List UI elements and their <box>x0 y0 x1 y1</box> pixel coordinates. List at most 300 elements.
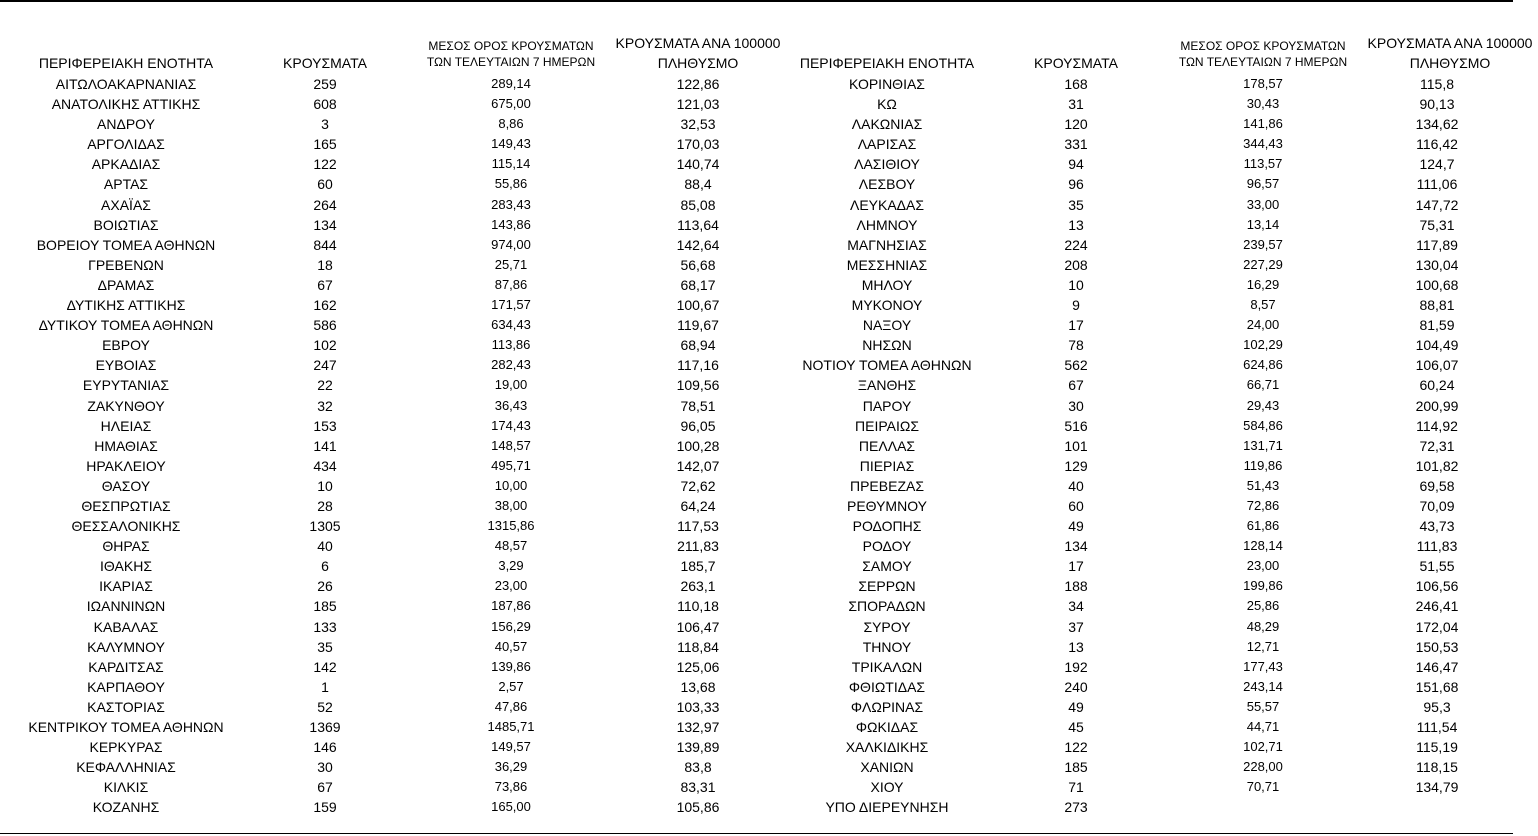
left-cases-cell: 162 <box>313 297 337 314</box>
left-cases-cell: 26 <box>317 578 333 595</box>
right-per100k-cell: 146,47 <box>1415 658 1459 675</box>
right-cases-cell: 240 <box>1064 678 1088 695</box>
left-cases-cell: 30 <box>317 759 333 776</box>
right-cases-cell: 120 <box>1064 116 1088 133</box>
left-per100k-cell: 106,47 <box>676 618 720 635</box>
left-per100k-cell: 105,86 <box>676 799 720 816</box>
left-region-cell: ΚΕΦΑΛΛΗΝΙΑΣ <box>76 759 176 776</box>
right-avg7-cell: 584,86 <box>1243 417 1283 433</box>
left-avg7-cell: 38,00 <box>494 497 528 513</box>
left-per100k-cell: 103,33 <box>676 698 720 715</box>
left-per100k-cell: 100,28 <box>676 437 720 454</box>
header-region-2: ΠΕΡΙΦΕΡΕΙΑΚΗ ΕΝΟΤΗΤΑ <box>799 55 975 71</box>
left-per100k-cell: 132,97 <box>676 719 720 735</box>
left-region-cell: ΚΑΣΤΟΡΙΑΣ <box>87 698 165 715</box>
header-cases-2: ΚΡΟΥΣΜΑΤΑ <box>1034 55 1118 71</box>
left-region-cell: ΘΕΣΠΡΩΤΙΑΣ <box>81 497 171 514</box>
right-cases-cell: 13 <box>1068 216 1084 233</box>
right-per100k-cell: 130,04 <box>1415 256 1459 273</box>
top-rule <box>0 0 1513 2</box>
right-cases-cell: 49 <box>1068 518 1084 535</box>
left-avg7-cell: 149,57 <box>491 739 531 755</box>
left-per100k-cell: 64,24 <box>680 497 716 514</box>
table-body <box>0 74 1513 817</box>
right-cases-cell: 562 <box>1064 357 1088 374</box>
right-cases-cell: 40 <box>1068 477 1084 494</box>
header-per100k-line1-2: ΚΡΟΥΣΜΑΤΑ ΑΝΑ 100000 <box>1367 35 1533 51</box>
table-row <box>0 677 1513 697</box>
cases-table <box>0 34 1533 824</box>
left-avg7-cell: 115,14 <box>491 156 531 172</box>
left-cases-cell: 608 <box>313 96 337 113</box>
left-region-cell: ΚΑΒΑΛΑΣ <box>93 618 159 635</box>
right-region-cell: ΣΠΟΡΑΔΩΝ <box>848 598 926 615</box>
right-cases-cell: 13 <box>1068 638 1084 655</box>
right-cases-cell: 17 <box>1068 317 1084 334</box>
left-cases-cell: 185 <box>313 598 337 615</box>
table-row <box>0 436 1513 456</box>
table-row <box>0 195 1513 215</box>
left-avg7-cell: 675,00 <box>491 96 531 112</box>
right-cases-cell: 34 <box>1068 598 1084 615</box>
left-region-cell: ΕΥΡΥΤΑΝΙΑΣ <box>82 377 170 394</box>
right-region-cell: ΧΙΟΥ <box>870 779 904 796</box>
left-avg7-cell: 36,43 <box>494 397 528 413</box>
right-avg7-cell: 66,71 <box>1246 377 1280 393</box>
table-row <box>0 134 1513 154</box>
right-region-cell: ΦΩΚΙΔΑΣ <box>855 719 919 735</box>
right-cases-cell: 60 <box>1068 497 1084 514</box>
left-per100k-cell: 83,8 <box>684 759 712 776</box>
right-avg7-cell: 16,29 <box>1246 276 1280 292</box>
right-region-cell: ΛΑΡΙΣΑΣ <box>857 136 917 153</box>
right-region-cell: ΡΟΔΟΠΗΣ <box>852 518 922 535</box>
left-avg7-cell: 23,00 <box>494 578 528 594</box>
left-avg7-cell: 10,00 <box>494 477 528 493</box>
right-per100k-cell: 104,49 <box>1415 337 1459 354</box>
table-row <box>0 617 1513 637</box>
right-region-cell: ΠΕΛΛΑΣ <box>858 437 916 454</box>
right-region-cell: ΣΑΜΟΥ <box>862 558 912 575</box>
table-row <box>0 797 1513 817</box>
left-avg7-cell: 113,86 <box>491 337 531 353</box>
left-per100k-cell: 211,83 <box>677 538 719 555</box>
left-region-cell: ΗΜΑΘΙΑΣ <box>94 437 158 454</box>
header-per100k-line2-2: ΠΛΗΘΥΣΜΟ <box>1409 55 1491 71</box>
right-avg7-cell: 96,57 <box>1246 176 1280 192</box>
right-avg7-cell: 48,29 <box>1246 618 1280 634</box>
left-cases-cell: 264 <box>313 196 337 213</box>
right-avg7-cell: 29,43 <box>1246 397 1280 413</box>
right-cases-cell: 516 <box>1064 417 1088 434</box>
right-cases-cell: 49 <box>1068 698 1084 715</box>
right-per100k-cell: 118,15 <box>1416 759 1458 776</box>
right-region-cell: ΦΛΩΡΙΝΑΣ <box>850 698 924 715</box>
left-avg7-cell: 289,14 <box>491 76 531 91</box>
left-region-cell: ΔΥΤΙΚΟΥ ΤΟΜΕΑ ΑΘΗΝΩΝ <box>38 317 214 334</box>
right-avg7-cell: 624,86 <box>1243 357 1283 373</box>
table-row <box>0 757 1513 777</box>
right-avg7-cell: 131,71 <box>1243 437 1283 453</box>
left-per100k-cell: 121,03 <box>676 96 720 113</box>
left-per100k-cell: 110,18 <box>677 598 719 615</box>
left-per100k-cell: 119,67 <box>677 317 719 334</box>
right-per100k-cell: 124,7 <box>1419 156 1455 173</box>
right-avg7-cell: 243,14 <box>1243 678 1283 694</box>
left-region-cell: ΚΕΝΤΡΙΚΟΥ ΤΟΜΕΑ ΑΘΗΝΩΝ <box>28 719 224 735</box>
left-avg7-cell: 974,00 <box>491 236 531 252</box>
left-cases-cell: 10 <box>317 477 333 494</box>
right-per100k-cell: 70,09 <box>1419 497 1455 514</box>
right-cases-cell: 67 <box>1068 377 1084 394</box>
left-avg7-cell: 148,57 <box>491 437 531 453</box>
table-row <box>0 456 1513 476</box>
right-per100k-cell: 134,79 <box>1415 779 1459 796</box>
right-region-cell: ΛΕΣΒΟΥ <box>858 176 916 193</box>
left-per100k-cell: 122,86 <box>676 76 720 92</box>
left-region-cell: ΙΚΑΡΙΑΣ <box>99 578 153 595</box>
right-per100k-cell: 151,68 <box>1415 678 1459 695</box>
left-cases-cell: 67 <box>317 779 333 796</box>
right-region-cell: ΤΡΙΚΑΛΩΝ <box>851 658 923 675</box>
left-cases-cell: 28 <box>317 497 333 514</box>
right-cases-cell: 17 <box>1068 558 1084 575</box>
header-avg7-line2-2: ΤΩΝ ΤΕΛΕΥΤΑΙΩΝ 7 ΗΜΕΡΩΝ <box>1178 55 1348 69</box>
header-avg7-line1: ΜΕΣΟΣ ΟΡΟΣ ΚΡΟΥΣΜΑΤΩΝ <box>428 39 594 53</box>
left-cases-cell: 247 <box>313 357 337 374</box>
left-region-cell: ΑΡΤΑΣ <box>103 176 149 193</box>
right-cases-cell: 208 <box>1064 256 1088 273</box>
right-per100k-cell: 81,59 <box>1419 317 1455 334</box>
left-avg7-cell: 36,29 <box>494 759 528 775</box>
right-cases-cell: 188 <box>1064 578 1088 595</box>
left-per100k-cell: 139,89 <box>676 739 720 756</box>
right-per100k-cell: 95,3 <box>1423 698 1451 715</box>
left-cases-cell: 141 <box>313 437 337 454</box>
left-region-cell: ΙΘΑΚΗΣ <box>100 558 152 575</box>
left-per100k-cell: 13,68 <box>680 678 716 695</box>
right-per100k-cell: 90,13 <box>1419 96 1455 113</box>
right-cases-cell: 331 <box>1064 136 1088 153</box>
table-row <box>0 396 1513 416</box>
right-per100k-cell: 72,31 <box>1419 437 1455 454</box>
right-avg7-cell: 239,57 <box>1243 236 1283 252</box>
right-per100k-cell: 134,62 <box>1415 116 1459 133</box>
right-avg7-cell: 33,00 <box>1246 196 1280 212</box>
table-row <box>0 335 1513 355</box>
right-cases-cell: 78 <box>1068 337 1084 354</box>
left-region-cell: ΘΗΡΑΣ <box>102 538 150 555</box>
right-region-cell: ΠΙΕΡΙΑΣ <box>859 457 915 474</box>
table-row <box>0 74 1513 94</box>
table-row <box>0 556 1513 576</box>
right-per100k-cell: 106,56 <box>1415 578 1459 595</box>
table-row <box>0 255 1513 275</box>
right-cases-cell: 31 <box>1068 96 1084 113</box>
table-row <box>0 94 1513 114</box>
left-cases-cell: 122 <box>313 156 337 173</box>
right-cases-cell: 10 <box>1068 276 1084 293</box>
right-per100k-cell: 117,89 <box>1416 236 1458 253</box>
right-cases-cell: 35 <box>1068 196 1084 213</box>
right-cases-cell: 9 <box>1072 297 1080 314</box>
left-region-cell: ΘΑΣΟΥ <box>101 477 151 494</box>
left-per100k-cell: 263,1 <box>680 578 716 595</box>
table-row <box>0 355 1513 375</box>
left-cases-cell: 146 <box>313 739 337 756</box>
left-cases-cell: 159 <box>313 799 337 816</box>
left-cases-cell: 434 <box>313 457 337 474</box>
left-region-cell: ΓΡΕΒΕΝΩΝ <box>88 256 164 273</box>
right-region-cell: ΛΑΚΩΝΙΑΣ <box>851 116 923 133</box>
table-row <box>0 114 1513 134</box>
right-region-cell: ΡΟΔΟΥ <box>862 538 912 555</box>
left-per100k-cell: 32,53 <box>680 116 716 133</box>
header-avg7-line1-2: ΜΕΣΟΣ ΟΡΟΣ ΚΡΟΥΣΜΑΤΩΝ <box>1180 39 1346 53</box>
right-avg7-cell: 55,57 <box>1246 698 1280 714</box>
left-avg7-cell: 3,29 <box>498 558 524 574</box>
left-per100k-cell: 140,74 <box>676 156 720 173</box>
right-avg7-cell: 199,86 <box>1243 578 1283 594</box>
right-per100k-cell: 75,31 <box>1419 216 1455 233</box>
header-avg7-line2: ΤΩΝ ΤΕΛΕΥΤΑΙΩΝ 7 ΗΜΕΡΩΝ <box>426 55 596 69</box>
left-region-cell: ΒΟΙΩΤΙΑΣ <box>93 216 159 233</box>
table-row <box>0 737 1513 757</box>
right-avg7-cell: 128,14 <box>1243 538 1283 554</box>
right-avg7-cell: 30,43 <box>1246 96 1280 112</box>
right-avg7-cell: 24,00 <box>1246 317 1280 333</box>
left-cases-cell: 52 <box>317 698 333 715</box>
left-avg7-cell: 73,86 <box>494 779 528 795</box>
left-cases-cell: 259 <box>313 76 337 92</box>
right-avg7-cell: 12,71 <box>1246 638 1280 654</box>
left-region-cell: ΙΩΑΝΝΙΝΩΝ <box>86 598 166 615</box>
right-per100k-cell: 60,24 <box>1419 377 1455 394</box>
left-cases-cell: 60 <box>317 176 333 193</box>
left-cases-cell: 1305 <box>309 518 341 535</box>
left-avg7-cell: 174,43 <box>491 417 531 433</box>
left-per100k-cell: 117,16 <box>677 357 719 374</box>
left-avg7-cell: 171,57 <box>491 297 531 313</box>
left-cases-cell: 40 <box>317 538 333 555</box>
left-cases-cell: 1369 <box>309 719 341 735</box>
right-per100k-cell: 114,92 <box>1416 417 1458 434</box>
table-row <box>0 315 1513 335</box>
right-region-cell: ΝΗΣΩΝ <box>862 337 912 354</box>
right-avg7-cell: 141,86 <box>1243 116 1283 132</box>
right-avg7-cell: 228,00 <box>1243 759 1283 775</box>
right-per100k-cell: 69,58 <box>1419 477 1455 494</box>
table-row <box>0 275 1513 295</box>
left-avg7-cell: 19,00 <box>494 377 528 393</box>
right-avg7-cell: 177,43 <box>1243 658 1283 674</box>
table-row <box>0 657 1513 677</box>
right-region-cell: ΛΕΥΚΑΔΑΣ <box>849 196 925 213</box>
left-region-cell: ΕΥΒΟΙΑΣ <box>95 357 157 374</box>
left-per100k-cell: 170,03 <box>676 136 720 153</box>
left-region-cell: ΔΥΤΙΚΗΣ ΑΤΤΙΚΗΣ <box>66 297 186 314</box>
left-avg7-cell: 282,43 <box>491 357 531 373</box>
table-row <box>0 154 1513 174</box>
left-avg7-cell: 187,86 <box>491 598 531 614</box>
left-cases-cell: 153 <box>313 417 337 434</box>
left-cases-cell: 586 <box>313 317 337 334</box>
left-region-cell: ΑΡΚΑΔΙΑΣ <box>91 156 161 173</box>
left-avg7-cell: 1315,86 <box>487 518 535 534</box>
left-avg7-cell: 165,00 <box>491 799 531 815</box>
left-per100k-cell: 78,51 <box>680 397 716 414</box>
header-per100k-line2: ΠΛΗΘΥΣΜΟ <box>657 55 739 71</box>
left-per100k-cell: 56,68 <box>680 256 716 273</box>
left-region-cell: ΑΝΑΤΟΛΙΚΗΣ ΑΤΤΙΚΗΣ <box>51 96 201 113</box>
table-row <box>0 295 1513 315</box>
header-per100k-line1: ΚΡΟΥΣΜΑΤΑ ΑΝΑ 100000 <box>615 35 781 51</box>
right-avg7-cell: 344,43 <box>1243 136 1283 152</box>
table-row <box>0 235 1513 255</box>
left-region-cell: ΒΟΡΕΙΟΥ ΤΟΜΕΑ ΑΘΗΝΩΝ <box>36 236 216 253</box>
right-region-cell: ΞΑΝΘΗΣ <box>857 377 917 394</box>
table-row <box>0 596 1513 616</box>
right-avg7-cell: 23,00 <box>1246 558 1280 574</box>
left-cases-cell: 134 <box>313 216 337 233</box>
left-region-cell: ΚΕΡΚΥΡΑΣ <box>89 739 163 756</box>
header-region: ΠΕΡΙΦΕΡΕΙΑΚΗ ΕΝΟΤΗΤΑ <box>38 55 214 71</box>
right-region-cell: ΠΑΡΟΥ <box>862 397 912 414</box>
left-avg7-cell: 55,86 <box>494 176 528 192</box>
right-per100k-cell: 100,68 <box>1415 276 1459 293</box>
left-avg7-cell: 1485,71 <box>487 719 535 734</box>
right-region-cell: ΣΥΡΟΥ <box>863 618 911 635</box>
right-per100k-cell: 246,41 <box>1415 598 1459 615</box>
right-region-cell: ΧΑΛΚΙΔΙΚΗΣ <box>845 739 929 756</box>
right-avg7-cell: 113,57 <box>1243 156 1283 172</box>
right-avg7-cell: 102,29 <box>1243 337 1283 353</box>
left-region-cell: ΖΑΚΥΝΘΟΥ <box>87 397 165 414</box>
left-cases-cell: 6 <box>321 558 329 575</box>
right-region-cell: ΚΩ <box>877 96 897 113</box>
table-row <box>0 777 1513 797</box>
left-avg7-cell: 634,43 <box>491 317 531 333</box>
left-cases-cell: 102 <box>313 337 337 354</box>
right-per100k-cell: 150,53 <box>1415 638 1459 655</box>
left-per100k-cell: 85,08 <box>680 196 716 213</box>
right-region-cell: ΦΘΙΩΤΙΔΑΣ <box>848 678 926 695</box>
left-avg7-cell: 283,43 <box>491 196 531 212</box>
left-region-cell: ΚΑΡΠΑΘΟΥ <box>87 678 165 695</box>
left-cases-cell: 35 <box>317 638 333 655</box>
left-per100k-cell: 88,4 <box>684 176 712 193</box>
right-cases-cell: 129 <box>1064 457 1088 474</box>
right-cases-cell: 168 <box>1064 76 1088 92</box>
left-cases-cell: 1 <box>321 678 329 695</box>
right-region-cell: ΜΗΛΟΥ <box>861 276 913 293</box>
left-per100k-cell: 72,62 <box>680 477 716 494</box>
left-avg7-cell: 495,71 <box>491 457 531 473</box>
right-per100k-cell: 106,07 <box>1415 357 1459 374</box>
left-avg7-cell: 25,71 <box>494 256 528 272</box>
right-cases-cell: 101 <box>1064 437 1088 454</box>
left-avg7-cell: 2,57 <box>498 678 524 694</box>
left-region-cell: ΗΛΕΙΑΣ <box>100 417 152 434</box>
right-region-cell: ΧΑΝΙΩΝ <box>860 759 914 776</box>
left-per100k-cell: 100,67 <box>676 297 720 314</box>
right-region-cell: ΜΥΚΟΝΟΥ <box>851 297 923 314</box>
table-row <box>0 637 1513 657</box>
right-per100k-cell: 111,06 <box>1416 176 1458 193</box>
left-per100k-cell: 142,64 <box>676 236 720 253</box>
bottom-rule <box>0 833 1513 834</box>
left-cases-cell: 3 <box>321 116 329 133</box>
left-region-cell: ΑΡΓΟΛΙΔΑΣ <box>87 136 165 153</box>
left-per100k-cell: 68,94 <box>680 337 716 354</box>
left-avg7-cell: 87,86 <box>494 276 528 292</box>
right-cases-cell: 45 <box>1068 719 1084 735</box>
right-cases-cell: 192 <box>1064 658 1088 675</box>
right-per100k-cell: 111,54 <box>1416 719 1458 735</box>
right-region-cell: ΚΟΡΙΝΘΙΑΣ <box>849 76 925 92</box>
left-avg7-cell: 156,29 <box>491 618 531 634</box>
right-avg7-cell: 178,57 <box>1243 76 1283 91</box>
table-row <box>0 496 1513 516</box>
right-region-cell: ΛΑΣΙΘΙΟΥ <box>854 156 920 173</box>
table-row <box>0 516 1513 536</box>
right-cases-cell: 134 <box>1064 538 1088 555</box>
right-avg7-cell: 8,57 <box>1250 297 1276 313</box>
left-region-cell: ΗΡΑΚΛΕΙΟΥ <box>86 457 166 474</box>
right-avg7-cell: 25,86 <box>1246 598 1280 614</box>
left-cases-cell: 22 <box>317 377 333 394</box>
right-region-cell: ΠΕΙΡΑΙΩΣ <box>855 417 919 434</box>
table-row <box>0 174 1513 194</box>
right-cases-cell: 30 <box>1068 397 1084 414</box>
right-avg7-cell: 13,14 <box>1246 216 1280 232</box>
right-cases-cell: 71 <box>1068 779 1084 796</box>
right-region-cell: ΤΗΝΟΥ <box>862 638 912 655</box>
right-per100k-cell: 115,19 <box>1416 739 1458 756</box>
left-cases-cell: 32 <box>317 397 333 414</box>
left-per100k-cell: 142,07 <box>676 457 720 474</box>
left-cases-cell: 844 <box>313 236 337 253</box>
left-per100k-cell: 117,53 <box>677 518 719 535</box>
right-per100k-cell: 147,72 <box>1415 196 1459 213</box>
left-cases-cell: 165 <box>313 136 337 153</box>
right-region-cell: ΝΑΞΟΥ <box>862 317 912 334</box>
right-cases-cell: 122 <box>1064 739 1088 756</box>
table-row <box>0 697 1513 717</box>
right-avg7-cell: 72,86 <box>1246 497 1280 513</box>
right-per100k-cell: 172,04 <box>1415 618 1459 635</box>
table-row <box>0 416 1513 436</box>
right-region-cell: ΜΕΣΣΗΝΙΑΣ <box>846 256 928 273</box>
left-region-cell: ΑΧΑΪΑΣ <box>101 196 151 213</box>
header-cases: ΚΡΟΥΣΜΑΤΑ <box>283 55 367 71</box>
right-region-cell: ΡΕΘΥΜΝΟΥ <box>846 497 927 514</box>
right-region-cell: ΠΡΕΒΕΖΑΣ <box>849 477 924 494</box>
right-avg7-cell: 119,86 <box>1243 457 1283 473</box>
left-per100k-cell: 68,17 <box>680 276 716 293</box>
table-row <box>0 375 1513 395</box>
right-avg7-cell: 44,71 <box>1246 719 1280 734</box>
right-cases-cell: 94 <box>1068 156 1084 173</box>
left-region-cell: ΘΕΣΣΑΛΟΝΙΚΗΣ <box>71 518 181 535</box>
left-avg7-cell: 47,86 <box>494 698 528 714</box>
left-per100k-cell: 125,06 <box>676 658 720 675</box>
right-avg7-cell: 102,71 <box>1243 739 1283 755</box>
right-region-cell: ΣΕΡΡΩΝ <box>858 578 916 595</box>
table-row <box>0 717 1513 737</box>
left-per100k-cell: 96,05 <box>680 417 716 434</box>
right-region-cell: ΜΑΓΝΗΣΙΑΣ <box>847 236 927 253</box>
